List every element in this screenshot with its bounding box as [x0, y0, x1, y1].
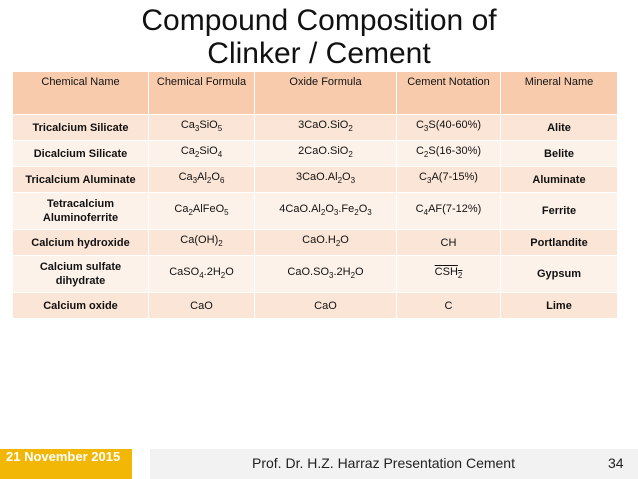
table-row [13, 256, 618, 293]
footer-presenter: Prof. Dr. H.Z. Harraz Presentation Cement [252, 455, 515, 471]
table-row [13, 230, 618, 256]
header-oxide-formula: Oxide Formula [255, 72, 397, 115]
footer-date-box [0, 449, 132, 479]
cell-notation: $CSH_2$ [397, 256, 501, 293]
cell-oxide: $CaO.H_2O$ [255, 230, 397, 256]
title-line-1: Compound Composition of [141, 4, 497, 37]
header-cement-notation: Cement Notation [397, 72, 501, 115]
header-chemical-formula: Chemical Formula [149, 72, 255, 115]
cell-oxide: $CaO.SO_3.2H_2O$ [255, 256, 397, 293]
cell-mineral: Portlandite [501, 230, 618, 256]
cell-mineral: Gypsum [501, 256, 618, 293]
page-number: 34 [608, 455, 624, 471]
cell-notation: C [397, 293, 501, 319]
composition-table [12, 71, 618, 319]
cell-oxide: $4CaO.Al_2O_3.Fe_2O_3$ [255, 193, 397, 230]
table-row [13, 293, 618, 319]
cell-chemical-name: Tricalcium Silicate [13, 115, 149, 141]
cell-formula: $CaSO_4.2H_2O$ [149, 256, 255, 293]
cell-oxide: 2CaO.SiO$_2$ [255, 141, 397, 167]
cell-chemical-name: Calcium hydroxide [13, 230, 149, 256]
cell-mineral: Alite [501, 115, 618, 141]
footer-date: 21 November 2015 [6, 449, 121, 464]
cell-chemical-name: Calcium sulfate dihydrate [13, 256, 149, 293]
header-chemical-name: Chemical Name [13, 72, 149, 115]
cell-formula: $Ca(OH)_2$ [149, 230, 255, 256]
cell-mineral: Aluminate [501, 167, 618, 193]
slide-title [0, 4, 638, 70]
cell-notation: $C_2S(16-30\%)$ [397, 141, 501, 167]
cell-oxide: 3CaO.SiO$_2$ [255, 115, 397, 141]
title-line-2: Clinker / Cement [207, 37, 431, 70]
cell-notation: CH [397, 230, 501, 256]
table-header-row [13, 72, 618, 115]
cell-chemical-name: Dicalcium Silicate [13, 141, 149, 167]
cell-formula: $Ca_2AlFeO_5$ [149, 193, 255, 230]
cell-notation: $C_4AF(7-12\%)$ [397, 193, 501, 230]
table-row [13, 193, 618, 230]
table-row [13, 115, 618, 141]
cell-oxide: CaO [255, 293, 397, 319]
cell-notation: $C_3S(40-60\%)$ [397, 115, 501, 141]
cell-mineral: Belite [501, 141, 618, 167]
cell-formula: CaO [149, 293, 255, 319]
cell-oxide: $3CaO.Al_2O_3$ [255, 167, 397, 193]
cell-chemical-name: Tetracalcium Aluminoferrite [13, 193, 149, 230]
cell-mineral: Lime [501, 293, 618, 319]
header-mineral-name: Mineral Name [501, 72, 618, 115]
cell-chemical-name: Calcium oxide [13, 293, 149, 319]
cell-notation: $C_3A(7-15\%)$ [397, 167, 501, 193]
cell-formula: $Ca_2SiO_4$ [149, 141, 255, 167]
cell-chemical-name: Tricalcium Aluminate [13, 167, 149, 193]
cell-mineral: Ferrite [501, 193, 618, 230]
cell-formula: $Ca_3SiO_5$ [149, 115, 255, 141]
table-row [13, 167, 618, 193]
table-row [13, 141, 618, 167]
cell-formula: $Ca_3Al_2O_6$ [149, 167, 255, 193]
